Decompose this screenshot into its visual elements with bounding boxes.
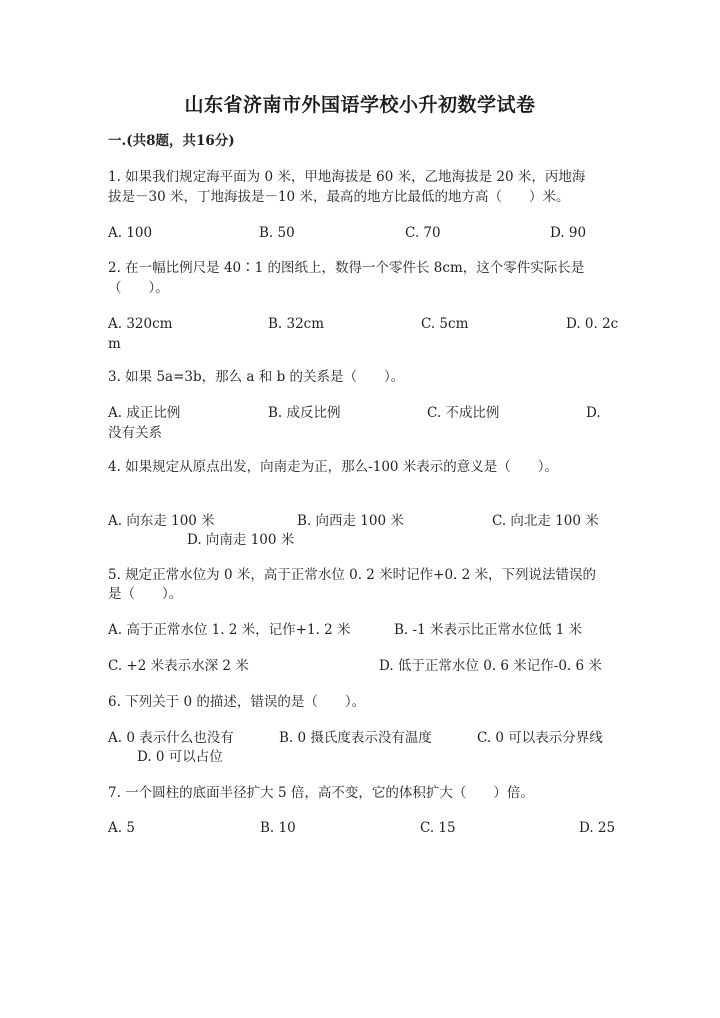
question-5-option-b[interactable]: B. -1 米表示比正常水位低 1 米 [394, 622, 583, 638]
question-6-line-1: 6. 下列关于 0 的描述，错误的是（ ）。 [108, 694, 366, 710]
question-7-option-d[interactable]: D. 25 [579, 820, 616, 836]
question-2-line-1: 2. 在一幅比例尺是 40∶1 的图纸上，数得一个零件长 8cm，这个零件实际长是 [108, 260, 585, 276]
page-title: 山东省济南市外国语学校小升初数学试卷 [184, 94, 536, 116]
question-1-line-2: 拔是－30 米，丁地海拔是－10 米，最高的地方比最低的地方高（ ）米。 [108, 189, 570, 205]
question-2-option-c[interactable]: C. 5cm [421, 316, 469, 332]
question-4-option-a[interactable]: A. 向东走 100 米 [108, 513, 215, 529]
question-6-option-a[interactable]: A. 0 表示什么也没有 [108, 730, 234, 746]
question-4-option-b[interactable]: B. 向西走 100 米 [297, 513, 404, 529]
question-2-line-2: （ ）。 [108, 280, 169, 296]
question-3-line-1: 3. 如果 5a=3b，那么 a 和 b 的关系是（ ）。 [108, 369, 405, 385]
question-4-option-c[interactable]: C. 向北走 100 米 [492, 513, 599, 529]
question-7-option-b[interactable]: B. 10 [260, 820, 296, 836]
question-2-option-d-wrap: m [108, 336, 121, 352]
question-1-option-c[interactable]: C. 70 [405, 225, 441, 241]
question-3-option-d[interactable]: D. [586, 405, 601, 421]
question-4-option-d[interactable]: D. 向南走 100 米 [187, 532, 295, 548]
question-5-option-c[interactable]: C. +2 米表示水深 2 米 [108, 658, 249, 674]
question-5-option-a[interactable]: A. 高于正常水位 1. 2 米，记作+1. 2 米 [108, 622, 351, 638]
question-4-line-1: 4. 如果规定从原点出发，向南走为正，那么-100 米表示的意义是（ ）。 [108, 459, 559, 475]
question-2-option-d[interactable]: D. 0. 2c [566, 316, 619, 332]
question-5-line-2: 是（ ）。 [108, 586, 183, 602]
question-7-line-1: 7. 一个圆柱的底面半径扩大 5 倍，高不变，它的体积扩大（ ）倍。 [108, 785, 534, 801]
question-2-option-a[interactable]: A. 320cm [108, 316, 173, 332]
question-6-option-b[interactable]: B. 0 摄氏度表示没有温度 [279, 730, 432, 746]
question-1-option-a[interactable]: A. 100 [108, 225, 153, 241]
question-1-option-b[interactable]: B. 50 [259, 225, 295, 241]
question-7-option-a[interactable]: A. 5 [108, 820, 135, 836]
question-3-option-c[interactable]: C. 不成比例 [427, 405, 500, 421]
question-6-option-c[interactable]: C. 0 可以表示分界线 [477, 730, 603, 746]
question-7-option-c[interactable]: C. 15 [420, 820, 456, 836]
question-3-option-a[interactable]: A. 成正比例 [108, 405, 181, 421]
section-heading: 一.(共8题，共16分) [108, 133, 235, 149]
question-3-option-b[interactable]: B. 成反比例 [268, 405, 341, 421]
question-5-option-d[interactable]: D. 低于正常水位 0. 6 米记作-0. 6 米 [379, 658, 602, 674]
question-1-option-d[interactable]: D. 90 [550, 225, 587, 241]
question-5-line-1: 5. 规定正常水位为 0 米，高于正常水位 0. 2 米时记作+0. 2 米，下列说法错误的 [108, 567, 597, 583]
question-6-option-d[interactable]: D. 0 可以占位 [137, 749, 223, 765]
question-1-line-1: 1. 如果我们规定海平面为 0 米，甲地海拔是 60 米，乙地海拔是 20 米，丙地海 [108, 169, 586, 185]
question-2-option-b[interactable]: B. 32cm [268, 316, 325, 332]
question-3-option-d-wrap: 没有关系 [108, 425, 162, 441]
